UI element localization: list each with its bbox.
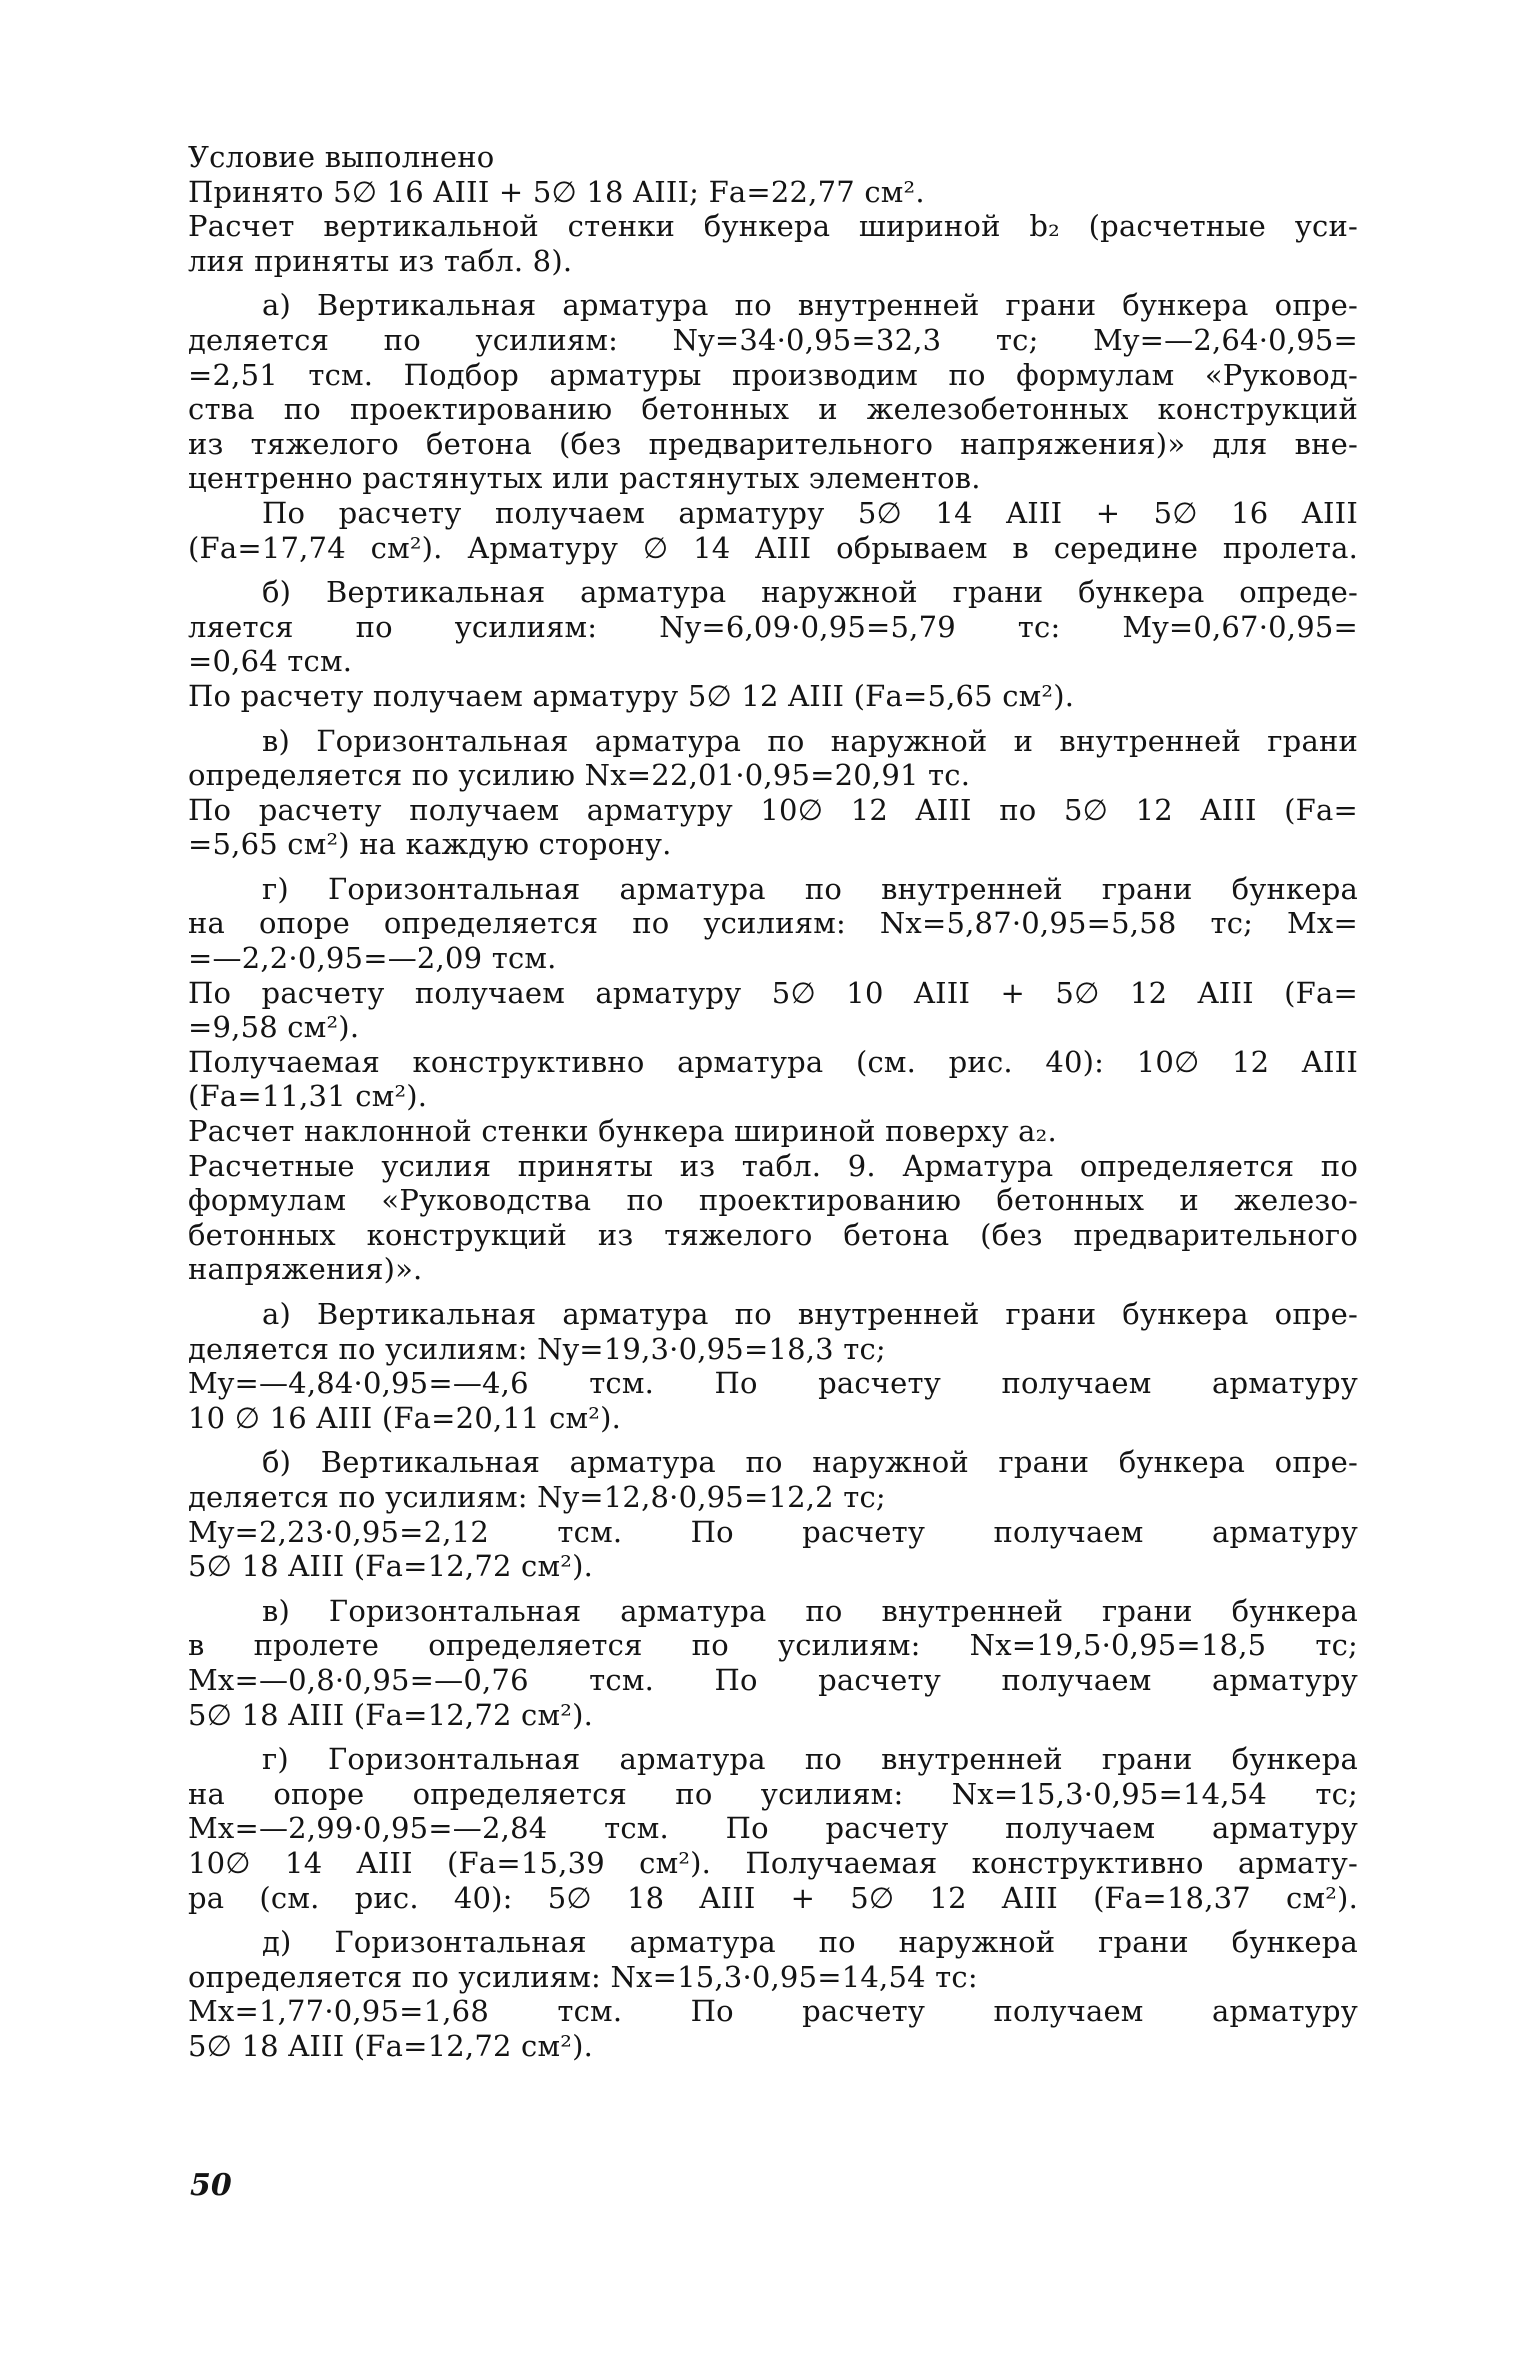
text-line: (Fа=17,74 см²). Арматуру ∅ 14 AIII обрываем в середине пролета. <box>188 530 1358 565</box>
text-line: Расчетные усилия приняты из табл. 9. Арматура определяется по <box>188 1148 1358 1183</box>
text-line: 5∅ 18 AIII (Fа=12,72 см²). <box>188 1549 593 1584</box>
text-line: =0,64 тсм. <box>188 644 353 679</box>
text-line: в пролете определяется по усилиям: Nx=19,5·0,95=18,5 тс; <box>188 1628 1358 1663</box>
text-line: центренно растянутых или растянутых элементов. <box>188 461 981 496</box>
text-line: My=2,23·0,95=2,12 тсм. По расчету получаем арматуру <box>188 1514 1358 1549</box>
text-line: определяется по усилиям: Nx=15,3·0,95=14,54 тс: <box>188 1959 978 1994</box>
text-line: 5∅ 18 AIII (Fа=12,72 см²). <box>188 2028 593 2063</box>
text-line: Расчет вертикальной стенки бункера шириной b₂ (расчетные уси- <box>188 209 1358 244</box>
page-number: 50 <box>190 2168 232 2203</box>
text-line: а) Вертикальная арматура по внутренней грани бункера опре- <box>262 1297 1358 1331</box>
text-line: формулам «Руководства по проектированию бетонных и железо- <box>188 1183 1358 1218</box>
text-line: Условие выполнено <box>188 140 495 174</box>
text-line: Получаемая конструктивно арматура (см. рис. 40): 10∅ 12 AIII <box>188 1044 1358 1079</box>
text-line: б) Вертикальная арматура по наружной грани бункера опре- <box>262 1445 1358 1480</box>
text-line: на опоре определяется по усилиям: Nx=5,87·0,95=5,58 тс; Mx= <box>188 906 1358 941</box>
text-line: в) Горизонтальная арматура по внутренней грани бункера <box>262 1593 1358 1628</box>
text-line: 10∅ 14 AIII (Fа=15,39 см²). Получаемая конструктивно армату- <box>188 1845 1358 1880</box>
text-line: Расчет наклонной стенки бункера шириной поверху a₂. <box>188 1114 1057 1149</box>
text-line: г) Горизонтальная арматура по внутренней грани бункера <box>262 1742 1358 1777</box>
text-line: напряжения)». <box>188 1252 423 1287</box>
text-line: =—2,2·0,95=—2,09 тсм. <box>188 941 557 976</box>
text-line: Mx=—2,99·0,95=—2,84 тсм. По расчету получаем арматуру <box>188 1811 1358 1846</box>
text-line: ра (см. рис. 40): 5∅ 18 AIII + 5∅ 12 AIII (Fа=18,37 см²). <box>188 1880 1358 1915</box>
text-line: ства по проектированию бетонных и железобетонных конструкций <box>188 392 1358 427</box>
text-line: =2,51 тсм. Подбор арматуры производим по формулам «Руковод- <box>188 357 1358 392</box>
text-line: на опоре определяется по усилиям: Nx=15,3·0,95=14,54 тс; <box>188 1776 1358 1811</box>
text-line: My=—4,84·0,95=—4,6 тсм. По расчету получаем арматуру <box>188 1366 1358 1401</box>
text-line: лия приняты из табл. 8). <box>188 243 573 278</box>
text-line: По расчету получаем арматуру 5∅ 12 AIII (Fа=5,65 см²). <box>188 678 1075 713</box>
text-line: По расчету получаем арматуру 10∅ 12 AIII по 5∅ 12 AIII (Fа= <box>188 792 1358 827</box>
text-line: б) Вертикальная арматура наружной грани бункера опреде- <box>262 575 1358 610</box>
text-line: из тяжелого бетона (без предварительного напряжения)» для вне- <box>188 426 1358 461</box>
text-line: Mx=1,77·0,95=1,68 тсм. По расчету получаем арматуру <box>188 1994 1358 2029</box>
text-line: в) Горизонтальная арматура по наружной и внутренней грани <box>262 723 1358 758</box>
text-line: деляется по усилиям: Ny=34·0,95=32,3 тс; My=—2,64·0,95= <box>188 322 1358 357</box>
text-line: 5∅ 18 AIII (Fа=12,72 см²). <box>188 1697 593 1732</box>
text-line: определяется по усилию Nx=22,01·0,95=20,91 тс. <box>188 758 971 793</box>
text-line: Mx=—0,8·0,95=—0,76 тсм. По расчету получаем арматуру <box>188 1662 1358 1697</box>
text-line: По расчету получаем арматуру 5∅ 10 AIII + 5∅ 12 AIII (Fа= <box>188 975 1358 1010</box>
text-line: д) Горизонтальная арматура по наружной грани бункера <box>262 1925 1358 1960</box>
text-line: =9,58 см²). <box>188 1010 360 1045</box>
text-line: По расчету получаем арматуру 5∅ 14 AIII + 5∅ 16 AIII <box>262 495 1358 530</box>
page-text-block <box>188 140 1358 2220</box>
text-line: бетонных конструкций из тяжелого бетона (без предварительного <box>188 1217 1358 1252</box>
text-line: 10 ∅ 16 AIII (Fа=20,11 см²). <box>188 1400 622 1435</box>
text-line: (Fа=11,31 см²). <box>188 1079 428 1114</box>
text-line: а) Вертикальная арматура по внутренней грани бункера опре- <box>262 288 1358 323</box>
text-line: деляется по усилиям: Ny=19,3·0,95=18,3 тс; <box>188 1331 886 1366</box>
text-line: г) Горизонтальная арматура по внутренней грани бункера <box>262 871 1358 906</box>
text-line: ляется по усилиям: Ny=6,09·0,95=5,79 тс: My=0,67·0,95= <box>188 609 1358 644</box>
text-line: Принято 5∅ 16 AIII + 5∅ 18 AIII; Fа=22,77 см². <box>188 174 925 209</box>
text-line: деляется по усилиям: Ny=12,8·0,95=12,2 тс; <box>188 1479 886 1514</box>
text-line: =5,65 см²) на каждую сторону. <box>188 827 672 862</box>
